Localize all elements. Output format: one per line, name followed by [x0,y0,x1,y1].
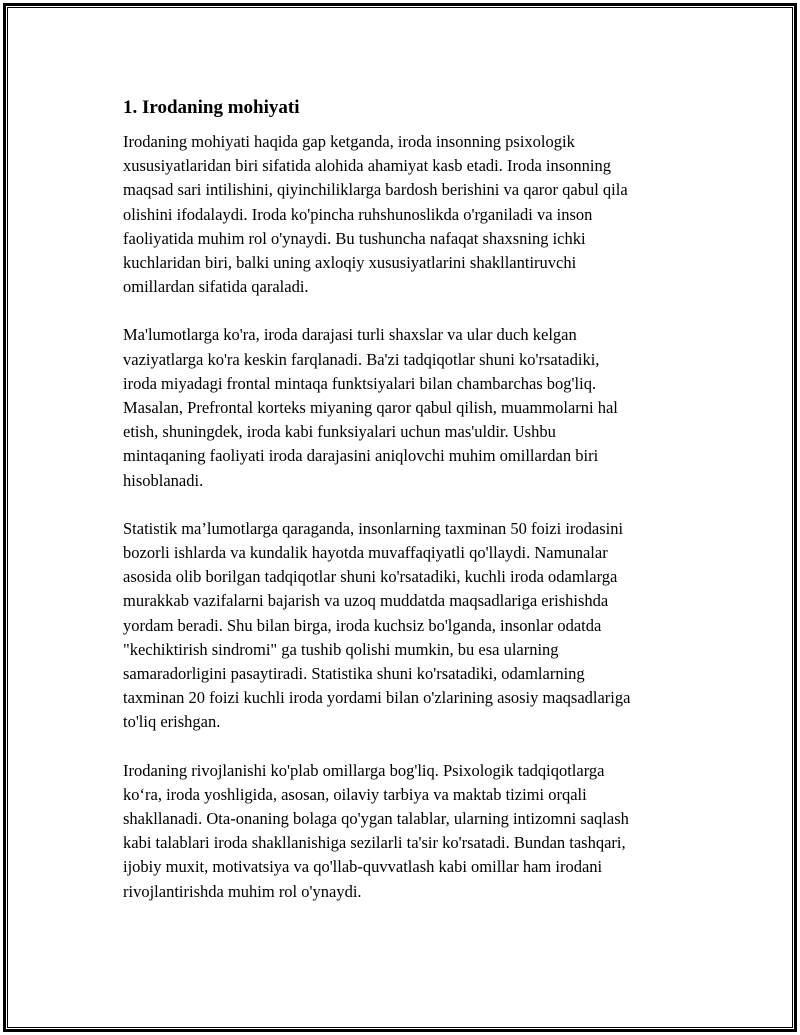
text-line: Irodaning rivojlanishi ko'plab omillarga bog'liq. Psixologik tadqiqotlarga [123,760,605,780]
text-line: kuchlaridan biri, balki uning axloqiy xususiyatlarini shakllantiruvchi [123,253,577,273]
text-line: Masalan, Prefrontal korteks miyaning qaror qabul qilish, muammolarni hal [123,398,618,418]
text-line: etish, shuningdek, iroda kabi funksiyalari uchun mas'uldir. Ushbu [123,422,556,442]
text-line: ijobiy muxit, motivatsiya va qo'llab-quvvatlash kabi omillar ham irodani [123,857,603,877]
text-line: ko‘ra, iroda yoshligida, asosan, oilaviy tarbiya va maktab tizimi orqali [123,784,587,804]
text-line: shakllanadi. Ota-onaning bolaga qo'ygan talablar, ularning intizomni saqlash [123,809,629,829]
paragraph-4 [123,759,693,904]
text-line: asosida olib borilgan tadqiqotlar shuni ko'rsatadiki, kuchli iroda odamlarga [123,567,618,587]
text-line: Ma'lumotlarga ko'ra, iroda darajasi turli shaxslar va ular duch kelgan [123,325,577,345]
text-line: to'liq erishgan. [123,712,221,732]
text-line: kabi talablari iroda shakllanishiga sezilarli ta'sir ko'rsatadi. Bundan tashqari, [123,833,626,853]
text-line: bozorli ishlarda va kundalik hayotda muvaffaqiyatli qo'llaydi. Namunalar [123,543,608,563]
text-line: Irodaning mohiyati haqida gap ketganda, iroda insonning psixologik [123,132,575,151]
text-line: xususiyatlaridan biri sifatida alohida ahamiyat kasb etadi. Iroda insonning [123,156,611,176]
text-line: maqsad sari intilishini, qiyinchiliklarga bardosh berishini va qaror qabul qila [123,180,628,200]
paragraph-2 [123,323,693,492]
page-border [3,3,797,1032]
text-line: olishini ifodalaydi. Iroda ko'pincha ruhshunoslikda o'rganiladi va inson [123,204,593,224]
section-heading: 1. Irodaning mohiyati [123,97,300,118]
text-line: omillardan sifatida qaraladi. [123,277,309,297]
text-line: taxminan 20 foizi kuchli iroda yordami bilan o'zlarining asosiy maqsadlariga [123,688,631,708]
paragraph-1 [123,130,693,299]
text-line: "kechiktirish sindromi" ga tushib qolishi mumkin, bu esa ularning [123,639,559,659]
text-line: iroda miyadagi frontal mintaqa funktsiyalari bilan chambarchas bog'liq. [123,373,597,393]
text-line: yordam beradi. Shu bilan birga, iroda kuchsiz bo'lganda, insonlar odatda [123,615,602,635]
text-line: murakkab vazifalarni bajarish va uzoq muddatda maqsadlariga erishishda [123,591,609,611]
text-line: hisoblanadi. [123,470,204,490]
text-line: mintaqaning faoliyati iroda darajasini aniqlovchi muhim omillardan biri [123,446,599,466]
paragraph-3 [123,517,693,735]
text-line: Statistik ma’lumotlarga qaraganda, insonlarning taxminan 50 foizi irodasini [123,518,624,538]
document-body [123,96,693,904]
text-line: faoliyatida muhim rol o'ynaydi. Bu tushuncha nafaqat shaxsning ichki [123,228,586,248]
text-line: vaziyatlarga ko'ra keskin farqlanadi. Ba'zi tadqiqotlar shuni ko'rsatadiki, [123,349,600,369]
text-line: samaradorligini pasaytiradi. Statistika shuni ko'rsatadiki, odamlarning [123,664,585,684]
text-line: rivojlantirishda muhim rol o'ynaydi. [123,881,362,901]
